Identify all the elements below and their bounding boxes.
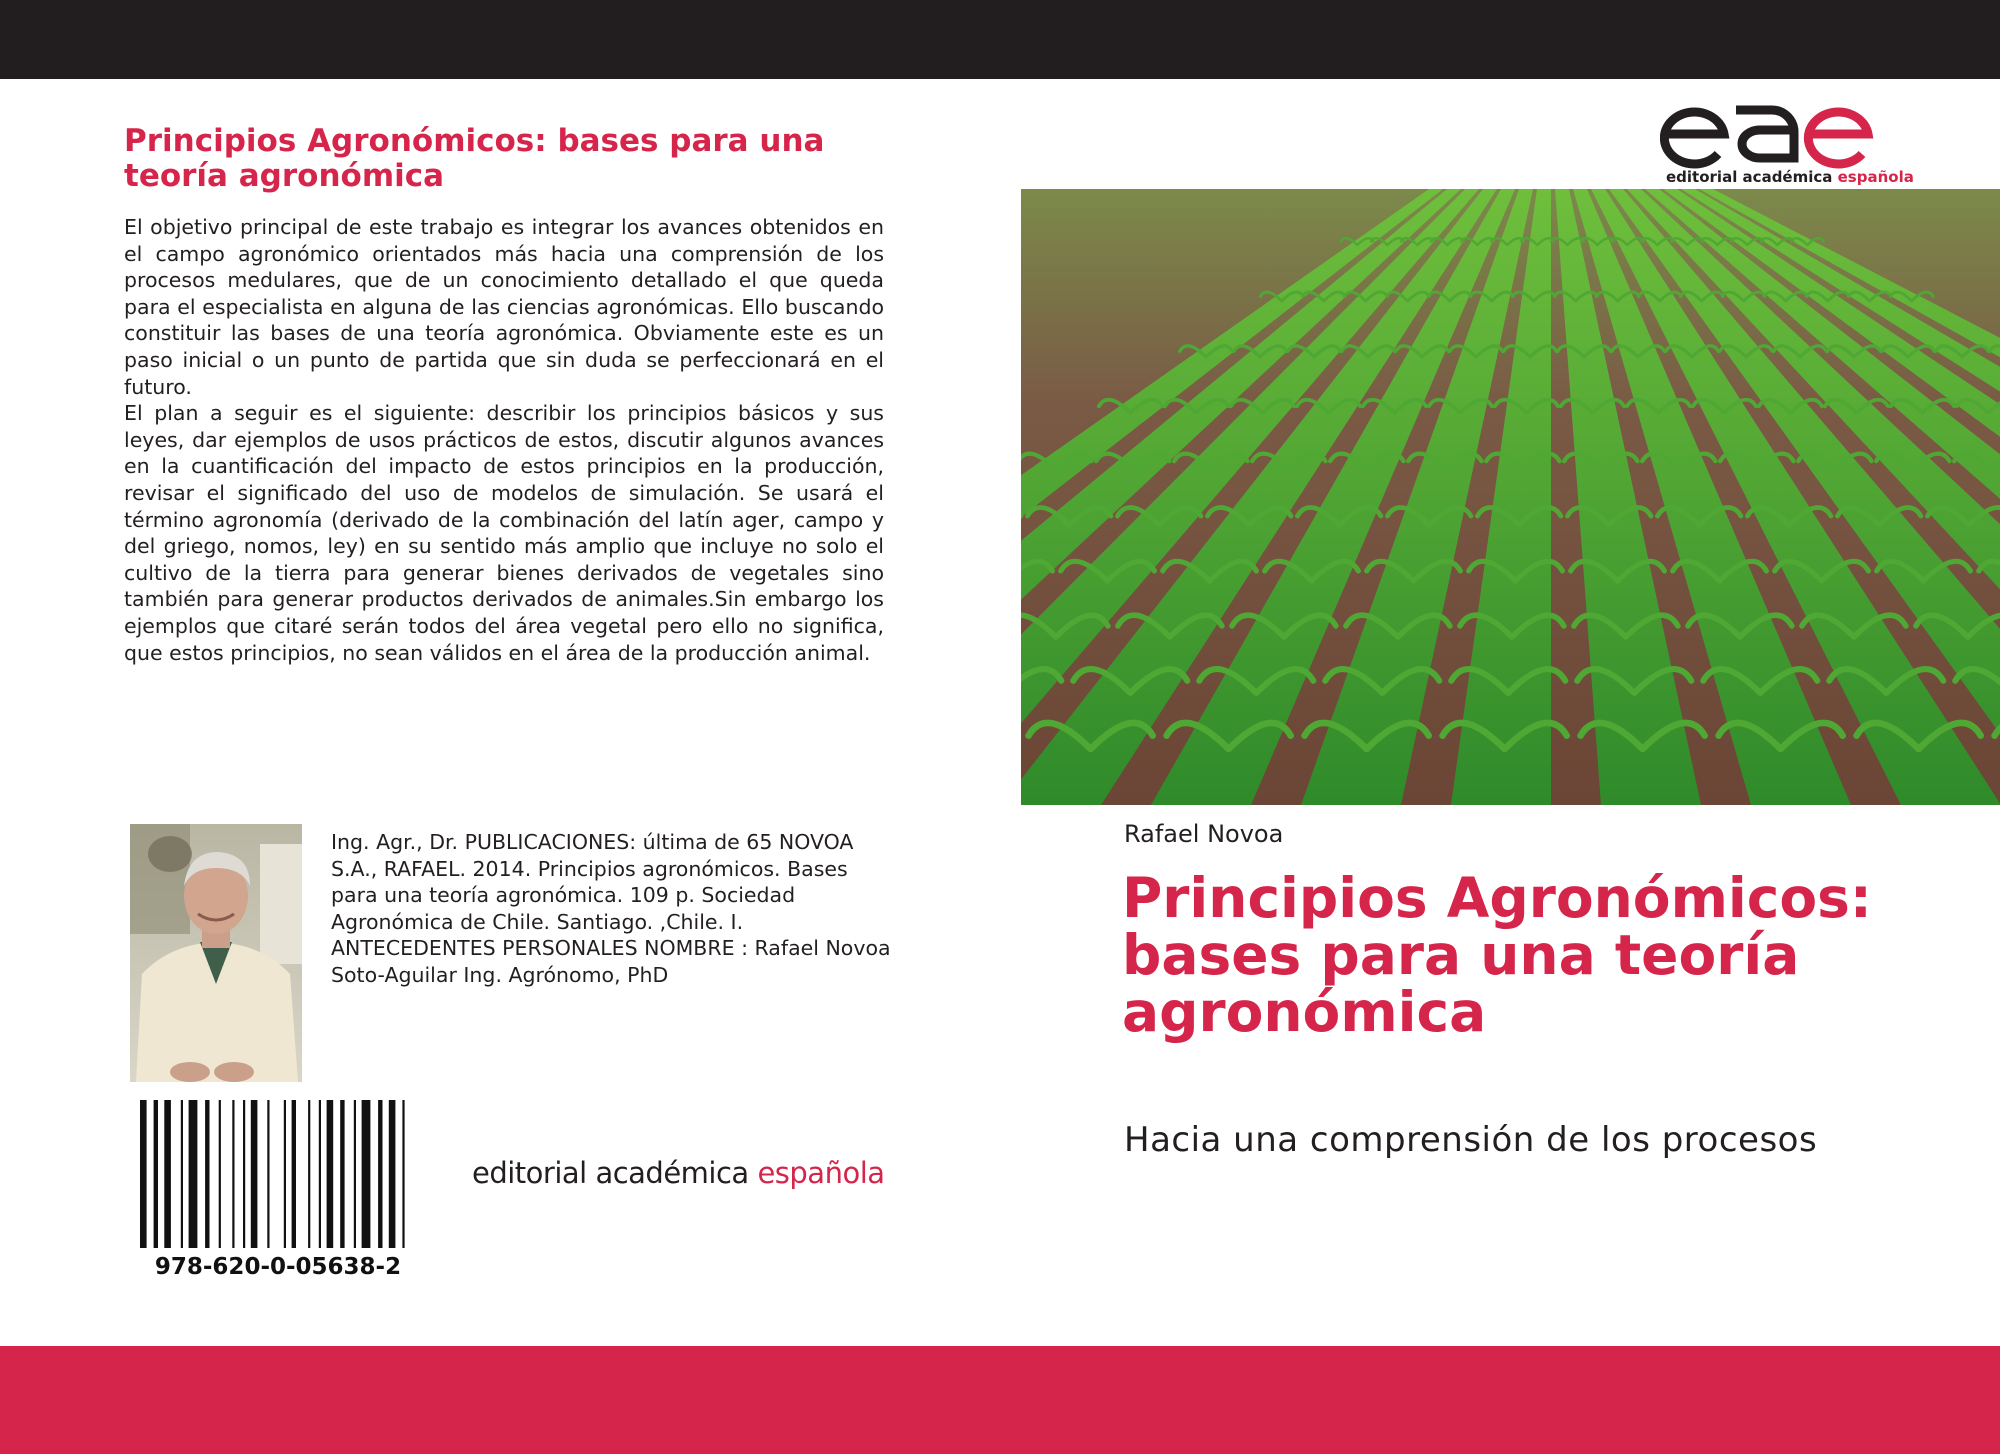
isbn-number: 978-620-0-05638-2: [154, 1254, 402, 1280]
back-cover-title: Principios Agronómicos: bases para una teoría agronómica: [124, 123, 825, 194]
blurb-paragraph-1: El objetivo principal de este trabajo es integrar los avances obtenidos en el campo agronómico orientados más hacia una comprensión de los procesos medulares, que de un conocimiento detallado el que queda para el especialista en alguna de las ciencias agronómicas. Ello buscando constituir las bases de una teoría agronómica. Obviamente este es un paso inicial o un punto de partida que sin duda se perfeccionará en el futuro.: [124, 215, 884, 399]
publisher-name-dark: editorial académica: [472, 1156, 749, 1190]
author-bio: Ing. Agr., Dr. PUBLICACIONES: última de 65 NOVOA S.A., RAFAEL. 2014. Principios agronómicos. Bases para una teoría agronómica. 109 p. Sociedad Agronómica de Chile. Santiago. ,Chile. I. ANTECEDENTES PERSONALES NOMBRE : Rafael Novoa Soto-Aguilar Ing. Agrónomo, PhD: [331, 830, 891, 987]
barcode-icon: [138, 1100, 418, 1250]
author-photo: [130, 824, 302, 1082]
back-cover-blurb: [124, 214, 884, 666]
blurb-paragraph-2: El plan a seguir es el siguiente: describir los principios básicos y sus leyes, dar ejemplos de usos prácticos de estos, discutir algunos avances en la cuantificación del impacto de estos principios en la producción, revisar el significado del uso de modelos de simulación. Se usará el término agronomía (derivado de la combinación del latín ager, campo y del griego, nomos, ley) en su sentido más amplio que incluye no solo el cultivo de la tierra para generar bienes derivados de vegetales sino también para generar productos derivados de animales.Sin embargo los ejemplos que citaré serán todos del área vegetal pero ello no significa, que estos principios, no sean válidos en el área de la producción animal.: [124, 401, 884, 665]
front-author-name: Rafael Novoa: [1124, 820, 1284, 848]
front-cover-subtitle: Hacia una comprensión de los procesos: [1124, 1120, 1818, 1160]
cornfield-photo: [1021, 189, 2000, 805]
barcode: [138, 1100, 418, 1290]
top-band: [0, 0, 2000, 79]
logo-caption-dark: editorial académica: [1666, 168, 1833, 186]
publisher-wordmark: [472, 1156, 885, 1190]
logo-caption-accent: española: [1837, 168, 1914, 186]
publisher-name-accent: española: [757, 1156, 885, 1190]
front-cover-title: Principios Agronómicos: bases para una teoría agronómica: [1122, 866, 1872, 1044]
logo-caption: [1666, 168, 1914, 186]
bottom-band: [0, 1346, 2000, 1454]
